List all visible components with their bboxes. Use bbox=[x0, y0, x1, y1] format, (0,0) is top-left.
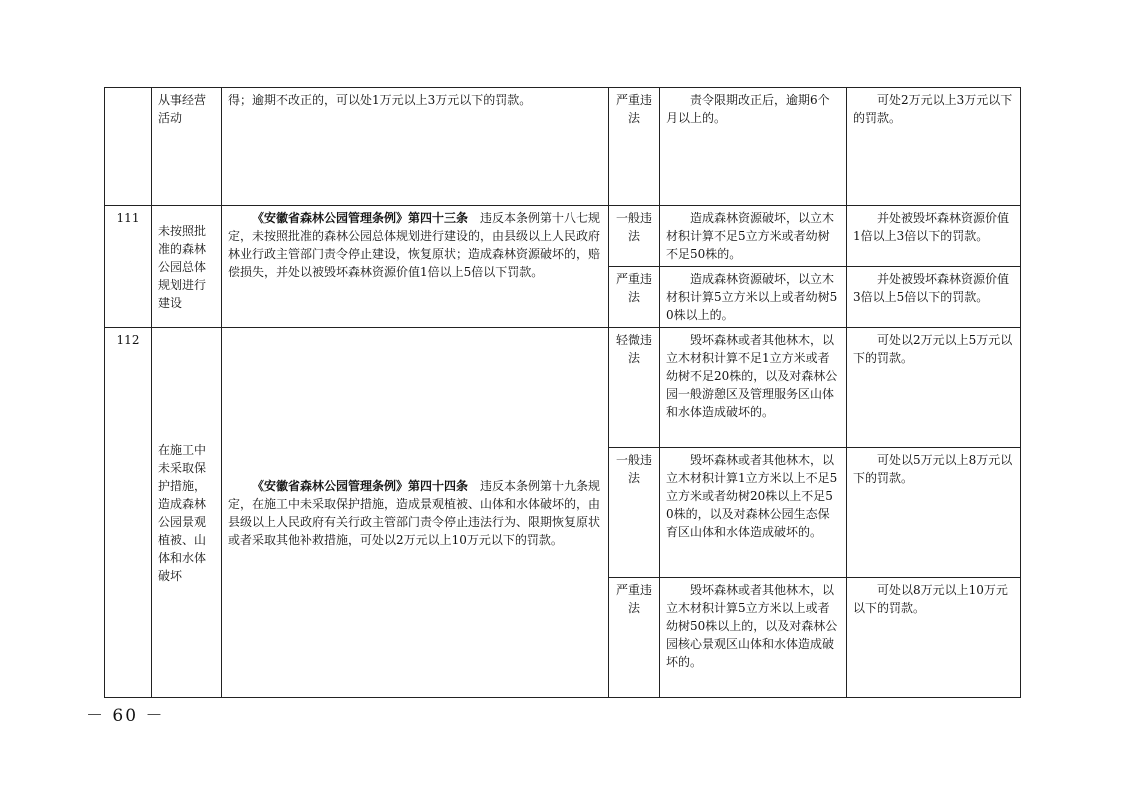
table-row bbox=[105, 88, 1021, 206]
row-number: 112 bbox=[105, 328, 152, 698]
legal-provision-title: 《安徽省森林公园管理条例》第四十三条 bbox=[252, 211, 469, 225]
penalty-text: 可处2万元以上3万元以下的罚款。 bbox=[853, 93, 1013, 125]
penalty-text: 并处被毁坏森林资源价值1倍以上3倍以下的罚款。 bbox=[853, 211, 1010, 243]
violation-level: 严重违法 bbox=[609, 267, 660, 328]
violation-level: 轻微违法 bbox=[609, 328, 660, 448]
penalty-standard bbox=[847, 267, 1021, 328]
penalty-standard bbox=[847, 448, 1021, 578]
legal-provision-text: 违反本条例第十八七规定，未按照批准的森林公园总体规划进行建设的，由县级以上人民政府林业行政主管部门责令停止建设，恢复原状；造成森林资源破坏的，赔偿损失，并处以被毁坏森林资源价值1倍以上5倍以下罚款。 bbox=[228, 211, 601, 279]
violation-circumstance bbox=[660, 88, 847, 206]
row-number: 111 bbox=[105, 206, 152, 328]
violation-circumstance bbox=[660, 267, 847, 328]
violation-name: 在施工中未采取保护措施，造成森林公园景观植被、山体和水体破坏 bbox=[152, 328, 222, 698]
row-number bbox=[105, 88, 152, 206]
violation-circumstance bbox=[660, 206, 847, 267]
penalty-text: 并处被毁坏森林资源价值3倍以上5倍以下的罚款。 bbox=[853, 272, 1010, 304]
legal-provision bbox=[222, 206, 609, 328]
penalty-text: 可处以2万元以上5万元以下的罚款。 bbox=[853, 333, 1013, 365]
legal-provision-text: 违反本条例第十九条规定，在施工中未采取保护措施，造成景观植被、山体和水体破坏的，由县级以上人民政府有关行政主管部门责令停止违法行为、限期恢复原状或者采取其他补救措施，可处以2万元以上10万元以下的罚款。 bbox=[228, 478, 601, 547]
circumstance-text: 毁坏森林或者其他林木，以立木材积计算1立方米以上不足5立方米或者幼树20株以上不足50株的，以及对森林公园生态保育区山体和水体造成破坏的。 bbox=[666, 453, 838, 539]
circumstance-text: 责令限期改正后，逾期6个月以上的。 bbox=[666, 93, 830, 125]
penalty-standard bbox=[847, 578, 1021, 698]
circumstance-text: 毁坏森林或者其他林木，以立木材积计算5立方米以上或者幼树50株以上的，以及对森林公园核心景观区山体和水体造成破坏的。 bbox=[666, 583, 838, 669]
circumstance-text: 毁坏森林或者其他林木，以立木材积计算不足1立方米或者幼树不足20株的，以及对森林公园一般游憩区及管理服务区山体和水体造成破坏的。 bbox=[666, 333, 838, 419]
page-number: － 60 － bbox=[86, 706, 165, 726]
table-row bbox=[105, 328, 1021, 448]
violation-name: 未按照批准的森林公园总体规划进行建设 bbox=[152, 206, 222, 328]
violation-circumstance bbox=[660, 448, 847, 578]
penalty-standard bbox=[847, 328, 1021, 448]
circumstance-text: 造成森林资源破坏，以立木材积计算不足5立方米或者幼树不足50株的。 bbox=[666, 211, 835, 261]
legal-provision-title: 《安徽省森林公园管理条例》第四十四条 bbox=[252, 478, 469, 493]
legal-provision-text: 得；逾期不改正的，可以处1万元以上3万元以下的罚款。 bbox=[228, 93, 532, 107]
violation-level: 严重违法 bbox=[609, 578, 660, 698]
violation-level: 严重违法 bbox=[609, 88, 660, 206]
penalty-standard bbox=[847, 206, 1021, 267]
penalty-standards-table bbox=[104, 87, 1021, 698]
violation-name: 从事经营活动 bbox=[152, 88, 222, 206]
penalty-text: 可处以8万元以上10万元以下的罚款。 bbox=[853, 583, 1008, 615]
violation-circumstance bbox=[660, 578, 847, 698]
violation-circumstance bbox=[660, 328, 847, 448]
legal-provision bbox=[222, 328, 609, 698]
table-row bbox=[105, 206, 1021, 267]
penalty-text: 可处以5万元以上8万元以下的罚款。 bbox=[853, 453, 1013, 485]
penalty-standard bbox=[847, 88, 1021, 206]
circumstance-text: 造成森林资源破坏，以立木材积计算5立方米以上或者幼树50株以上的。 bbox=[666, 272, 838, 322]
violation-level: 一般违法 bbox=[609, 448, 660, 578]
violation-level: 一般违法 bbox=[609, 206, 660, 267]
legal-provision bbox=[222, 88, 609, 206]
